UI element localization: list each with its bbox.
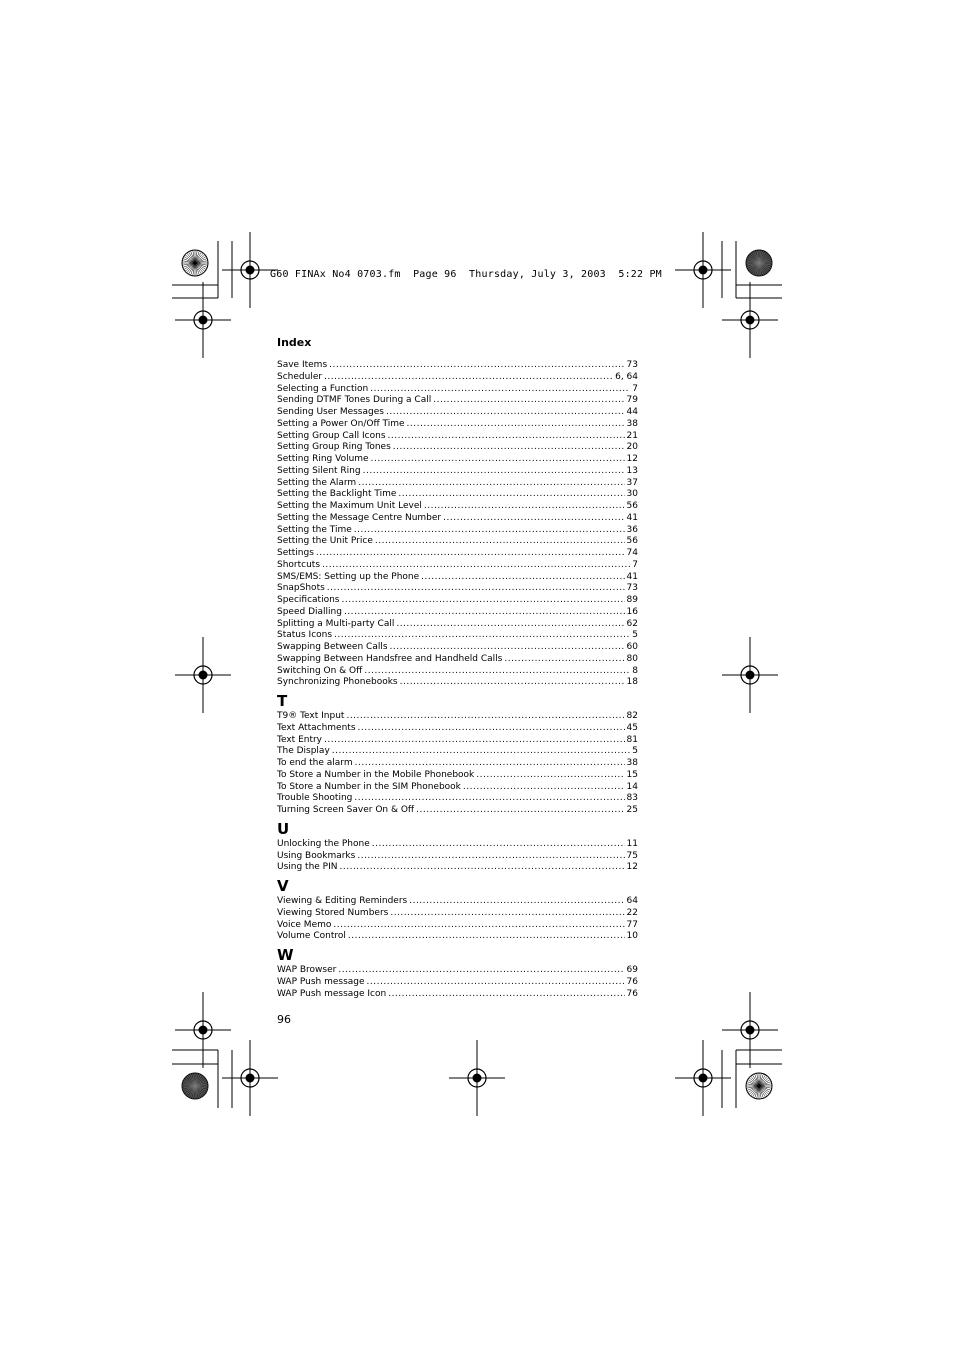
index-entry-page: 73	[626, 583, 638, 594]
index-entry	[277, 839, 638, 851]
dot-leader	[340, 862, 625, 874]
index-entry	[277, 454, 638, 466]
index-entry-page: 74	[626, 548, 638, 558]
index-entry-label: WAP Push message Icon	[277, 988, 387, 999]
index-entry	[277, 666, 638, 678]
dot-leader	[396, 619, 624, 631]
index-entry-label: Setting the Backlight Time	[277, 489, 397, 500]
dot-leader	[421, 572, 624, 584]
dot-leader	[327, 583, 625, 595]
index-entry-page: 13	[626, 465, 638, 476]
index-entry-label: Setting Silent Ring	[277, 465, 361, 476]
index-entry-page: 62	[626, 618, 638, 629]
index-entry-page: 8	[632, 665, 638, 676]
index-entry	[277, 525, 638, 537]
dot-leader	[409, 896, 624, 908]
dot-leader	[357, 851, 624, 863]
index-entry-label: Scheduler	[277, 371, 323, 382]
index-entry-label: Synchronizing Phonebooks	[277, 677, 398, 688]
index-entry	[277, 560, 638, 572]
dot-leader	[338, 965, 624, 977]
index-entry	[277, 931, 638, 943]
page-title: Index	[277, 336, 312, 349]
dot-leader	[407, 419, 625, 431]
index-entry-label: SnapShots	[277, 583, 325, 594]
index-entry-label: Turning Screen Saver On & Off	[277, 805, 415, 815]
index-entry-page: 44	[626, 407, 638, 417]
dot-leader	[371, 454, 625, 466]
index-entry-page: 14	[626, 781, 638, 792]
index-entry	[277, 595, 638, 607]
dot-leader	[370, 384, 630, 396]
index-entry-page: 15	[626, 769, 638, 780]
index-entry-label: Setting the Maximum Unit Level	[277, 501, 422, 511]
dot-leader	[324, 372, 613, 384]
index-entry	[277, 466, 638, 478]
index-entry-page: 56	[626, 501, 638, 511]
index-entry-page: 20	[626, 442, 638, 453]
dot-leader	[346, 711, 624, 723]
index-entry-label: The Display	[277, 746, 330, 757]
index-entry	[277, 431, 638, 443]
index-entry-label: Viewing Stored Numbers	[277, 907, 389, 918]
index-entry-label: Sending User Messages	[277, 407, 384, 417]
index-entry	[277, 384, 638, 396]
index-entry-label: Splitting a Multi-party Call	[277, 618, 395, 629]
index-entry	[277, 642, 638, 654]
index-entry	[277, 896, 638, 908]
index-entry	[277, 360, 638, 372]
dot-leader	[322, 560, 630, 572]
index-entry	[277, 851, 638, 863]
index-entry-label: To Store a Number in the SIM Phonebook	[277, 781, 461, 792]
index-entry-label: Text Attachments	[277, 722, 356, 733]
index-entry-page: 25	[626, 805, 638, 815]
index-entry-page: 45	[626, 722, 638, 733]
index-entry-label: To Store a Number in the Mobile Phonebook	[277, 769, 475, 780]
index-entry-page: 64	[626, 896, 638, 906]
index-entry	[277, 619, 638, 631]
index-entry	[277, 407, 638, 419]
index-entry-label: Setting the Time	[277, 524, 352, 535]
dot-leader	[334, 630, 630, 642]
index-entry-page: 30	[626, 489, 638, 500]
index-entry-page: 11	[626, 838, 638, 849]
index-entry-page: 36	[626, 524, 638, 535]
dot-leader	[358, 723, 625, 735]
index-entry	[277, 395, 638, 407]
index-entry-page: 5	[632, 630, 638, 641]
index-entry	[277, 977, 638, 989]
index-letter-heading: W	[277, 946, 294, 964]
index-entry-label: Switching On & Off	[277, 665, 363, 676]
dot-leader	[358, 478, 624, 490]
index-entry	[277, 478, 638, 490]
dot-leader	[433, 395, 624, 407]
dot-leader	[400, 677, 625, 689]
index-entry	[277, 372, 638, 384]
index-entry	[277, 793, 638, 805]
dot-leader	[354, 525, 625, 537]
dot-leader	[504, 654, 624, 666]
index-entry	[277, 735, 638, 747]
index-entry-page: 21	[626, 430, 638, 441]
index-entry	[277, 501, 638, 513]
index-entry-page: 69	[626, 965, 638, 975]
index-entry-page: 56	[626, 536, 638, 547]
index-entry-page: 82	[626, 711, 638, 721]
index-entry	[277, 965, 638, 977]
index-entry-page: 16	[626, 606, 638, 617]
index-entry-page: 10	[626, 931, 638, 942]
dot-leader	[333, 920, 624, 932]
index-entry	[277, 758, 638, 770]
index-entry-label: Shortcuts	[277, 559, 321, 570]
index-entry-label: To end the alarm	[277, 758, 353, 768]
page-number: 96	[277, 1013, 291, 1026]
index-entry	[277, 572, 638, 584]
index-entry-page: 22	[626, 907, 638, 918]
index-entry-label: Setting the Unit Price	[277, 536, 373, 547]
index-entry-label: Setting a Power On/Off Time	[277, 418, 405, 429]
index-entry	[277, 989, 638, 1001]
index-entry-label: WAP Browser	[277, 965, 337, 975]
index-entry-label: Swapping Between Calls	[277, 642, 388, 652]
dot-leader	[390, 642, 625, 654]
index-entry	[277, 711, 638, 723]
dot-leader	[388, 989, 624, 1001]
index-letter-heading: T	[277, 692, 288, 710]
index-entry-page: 38	[626, 418, 638, 429]
index-entry-label: Specifications	[277, 595, 340, 605]
dot-leader	[416, 805, 624, 817]
index-entry-page: 83	[626, 793, 638, 804]
index-entry	[277, 548, 638, 560]
dot-leader	[390, 908, 624, 920]
dot-leader	[354, 793, 624, 805]
index-entry	[277, 805, 638, 817]
index-entry-label: Status Icons	[277, 630, 333, 641]
dot-leader	[344, 607, 625, 619]
index-entry	[277, 770, 638, 782]
index-entry-label: Save Items	[277, 360, 328, 370]
index-entry-label: Sending DTMF Tones During a Call	[277, 395, 432, 406]
index-entry-page: 7	[632, 559, 638, 570]
index-entry-label: Trouble Shooting	[277, 793, 353, 804]
dot-leader	[386, 407, 625, 419]
dot-leader	[388, 431, 625, 443]
index-entry-label: Setting the Alarm	[277, 477, 357, 488]
index-entry-label: Setting Group Ring Tones	[277, 442, 391, 453]
dot-leader	[393, 442, 625, 454]
index-entry-page: 81	[626, 734, 638, 745]
index-entry-page: 12	[626, 454, 638, 464]
dot-leader	[424, 501, 625, 513]
index-entry-page: 37	[626, 477, 638, 488]
index-entry	[277, 513, 638, 525]
index-entry-label: Using the PIN	[277, 862, 338, 873]
index-entry	[277, 607, 638, 619]
dot-leader	[316, 548, 625, 560]
index-entry-label: Voice Memo	[277, 919, 332, 930]
index-entry-label: Setting Ring Volume	[277, 454, 369, 464]
index-entry-page: 6, 64	[615, 371, 638, 382]
index-entry	[277, 489, 638, 501]
index-entry-label: Viewing & Editing Reminders	[277, 896, 408, 906]
index-entry-page: 38	[626, 758, 638, 768]
index-entry-label: Swapping Between Handsfree and Handheld Calls	[277, 653, 503, 664]
index-entry-page: 76	[626, 988, 638, 999]
dot-leader	[375, 536, 625, 548]
print-header-line: G60 FINAx No4 0703.fm Page 96 Thursday, July 3, 2003 5:22 PM	[270, 269, 662, 280]
index-entry	[277, 583, 638, 595]
index-letter-heading: V	[277, 877, 289, 895]
index-letter-heading: U	[277, 819, 290, 838]
index-entry-page: 41	[626, 571, 638, 582]
index-entry-label: Volume Control	[277, 931, 346, 942]
index-entry-label: SMS/EMS: Setting up the Phone	[277, 571, 420, 582]
index-entry-page: 7	[632, 383, 638, 394]
index-entry-label: T9® Text Input	[277, 711, 345, 721]
dot-leader	[364, 666, 630, 678]
dot-leader	[398, 489, 624, 501]
index-entry-page: 75	[626, 850, 638, 861]
dot-leader	[463, 782, 625, 794]
index-entry-page: 5	[632, 746, 638, 757]
index-entry-page: 79	[626, 395, 638, 406]
index-entry	[277, 723, 638, 735]
index-entry	[277, 677, 638, 689]
dot-leader	[372, 839, 625, 851]
dot-leader	[443, 513, 624, 525]
dot-leader	[355, 758, 625, 770]
index-entry	[277, 419, 638, 431]
index-entry-label: Setting the Message Centre Number	[277, 512, 442, 523]
index-entry	[277, 746, 638, 758]
index-list	[277, 360, 638, 1000]
index-entry-label: Speed Dialling	[277, 606, 342, 617]
index-entry-page: 18	[626, 677, 638, 688]
index-entry-page: 77	[626, 919, 638, 930]
index-entry-page: 12	[626, 862, 638, 873]
index-entry-page: 89	[626, 595, 638, 605]
index-entry	[277, 862, 638, 874]
index-entry	[277, 536, 638, 548]
index-entry-label: Selecting a Function	[277, 383, 369, 394]
dot-leader	[332, 746, 630, 758]
dot-leader	[341, 595, 624, 607]
dot-leader	[367, 977, 625, 989]
index-entry	[277, 630, 638, 642]
index-entry	[277, 782, 638, 794]
dot-leader	[348, 931, 625, 943]
index-entry	[277, 654, 638, 666]
index-entry-page: 41	[626, 512, 638, 523]
index-entry-page: 76	[626, 976, 638, 987]
index-entry-page: 73	[626, 360, 638, 370]
index-entry	[277, 920, 638, 932]
index-entry-label: Setting Group Call Icons	[277, 430, 386, 441]
index-entry-label: Unlocking the Phone	[277, 838, 370, 849]
index-entry-label: Using Bookmarks	[277, 850, 356, 861]
index-entry-label: WAP Push message	[277, 976, 365, 987]
index-entry-page: 60	[626, 642, 638, 652]
dot-leader	[476, 770, 624, 782]
index-entry	[277, 442, 638, 454]
index-entry-page: 80	[626, 653, 638, 664]
dot-leader	[363, 466, 625, 478]
dot-leader	[324, 735, 625, 747]
index-entry-label: Text Entry	[277, 734, 323, 745]
index-entry-label: Settings	[277, 548, 314, 558]
index-entry	[277, 908, 638, 920]
dot-leader	[329, 360, 624, 372]
